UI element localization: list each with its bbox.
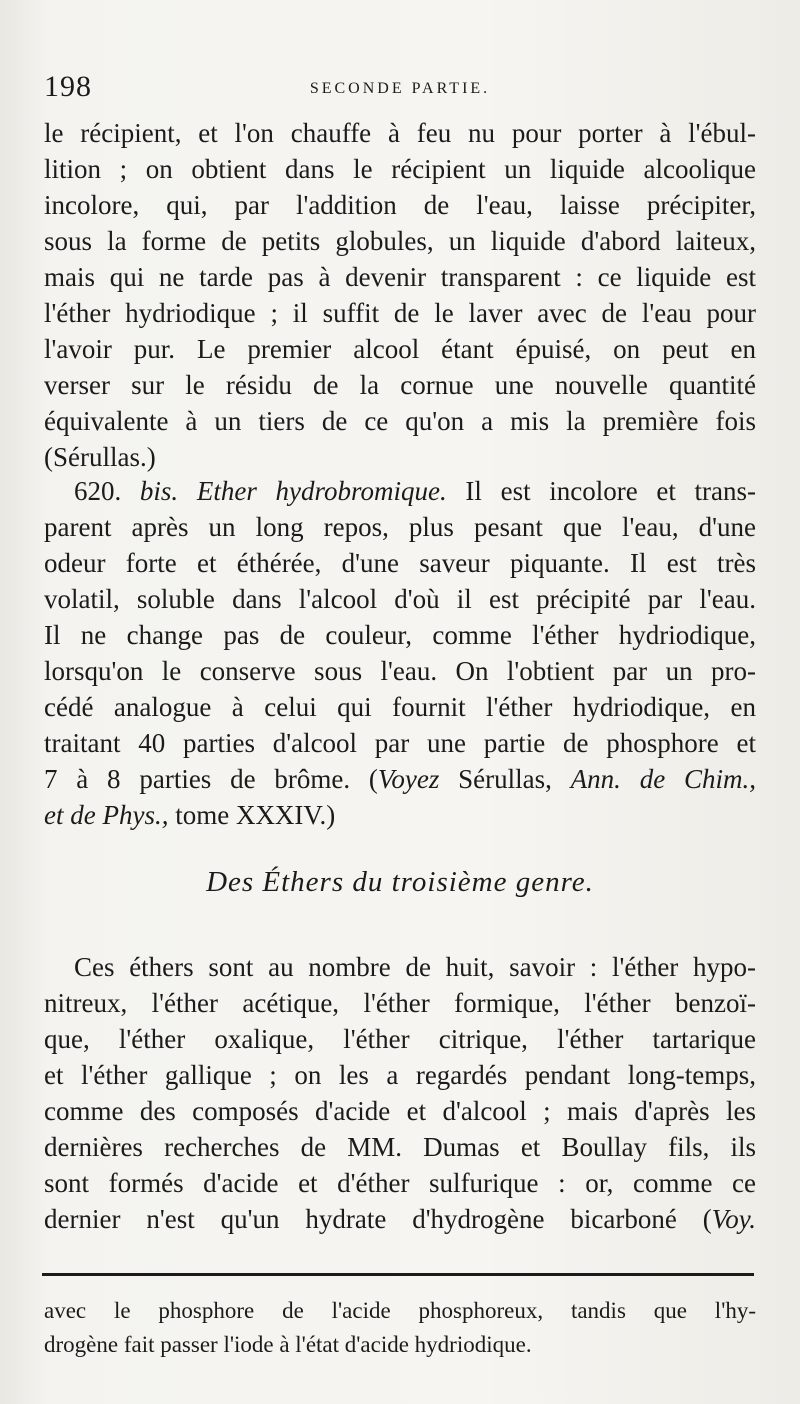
body-line: traitant 40 parties d'alcool par une partie de phosphore et [44, 728, 756, 758]
reference-line [44, 762, 756, 796]
body-line: (Sérullas.) [44, 442, 156, 472]
last-line-text: dernier n'est qu'un hydrate d'hydrogène bicarboné ( [44, 1204, 712, 1234]
body-line: le récipient, et l'on chauffe à feu nu pour porter à l'ébul- [44, 118, 756, 148]
body-line: cédé analogue à celui qui fournit l'éther hydriodique, en [44, 692, 756, 722]
body-line: verser sur le résidu de la cornue une nouvelle quantité [44, 370, 756, 400]
body-line: lorsqu'on le conserve sous l'eau. On l'obtient par un pro- [44, 656, 756, 686]
reference-start: 7 à 8 parties de brôme. ( [44, 764, 378, 794]
body-line: équivalente à un tiers de ce qu'on a mis la première fois [44, 406, 756, 436]
body-line: que, l'éther oxalique, l'éther citrique, l'éther tartarique [44, 1024, 756, 1054]
body-line: parent après un long repos, plus pesant que l'eau, d'une [44, 512, 756, 542]
body-line [44, 1202, 756, 1236]
footnote-rule [42, 1273, 754, 1276]
reference-author: Sérullas, [439, 764, 571, 794]
section-heading: Des Éthers du troisième genre. [206, 866, 594, 898]
reference-journal-cont: et de Phys., [44, 800, 169, 830]
reference-journal: Ann. de Chim., [570, 764, 756, 794]
reference-line [44, 798, 756, 832]
body-line: dernières recherches de MM. Dumas et Boullay fils, ils [44, 1132, 756, 1162]
body-line: nitreux, l'éther acétique, l'éther formique, l'éther benzoï- [44, 988, 756, 1018]
footnote-line: avec le phosphore de l'acide phosphoreux, tandis que l'hy- [44, 1298, 756, 1323]
body-line: lition ; on obtient dans le récipient un liquide alcoolique [44, 154, 756, 184]
paragraph-number: 620. [74, 476, 122, 506]
paragraph-first-line-text: Il est incolore et trans- [465, 476, 757, 506]
paragraph-620-heading-line [44, 474, 756, 508]
body-line: comme des composés d'acide et d'alcool ; mais d'après les [44, 1096, 756, 1126]
body-line: volatil, soluble dans l'alcool d'où il est précipité par l'eau. [44, 584, 756, 614]
footnote-line: drogène fait passer l'iode à l'état d'acide hydriodique. [44, 1332, 532, 1357]
paragraph-title: Ether hydrobromique. [196, 476, 447, 506]
body-line: l'éther hydriodique ; il suffit de le laver avec de l'eau pour [44, 298, 756, 328]
body-line: l'avoir pur. Le premier alcool étant épuisé, on peut en [44, 334, 756, 364]
page-number: 198 [44, 70, 92, 103]
body-line: Ces éthers sont au nombre de huit, savoir : l'éther hypo- [74, 952, 756, 982]
body-line: sont formés d'acide et d'éther sulfurique : or, comme ce [44, 1168, 756, 1198]
page-header [44, 70, 756, 104]
reference-voyez: Voyez [377, 764, 440, 794]
body-line: mais qui ne tarde pas à devenir transparent : ce liquide est [44, 262, 756, 292]
running-head: SECONDE PARTIE. [309, 80, 491, 97]
body-line: incolore, qui, par l'addition de l'eau, laisse précipiter, [44, 190, 756, 220]
body-line: odeur forte et éthérée, d'une saveur piquante. Il est très [44, 548, 756, 578]
reference-tome: tome XXXIV.) [168, 800, 336, 830]
body-line: Il ne change pas de couleur, comme l'éther hydriodique, [44, 620, 756, 650]
body-line: sous la forme de petits globules, un liquide d'abord laiteux, [44, 226, 756, 256]
last-line-voy: Voy. [711, 1204, 756, 1234]
body-line: et l'éther gallique ; on les a regardés pendant long-temps, [44, 1060, 756, 1090]
paragraph-bis: bis. [139, 476, 179, 506]
